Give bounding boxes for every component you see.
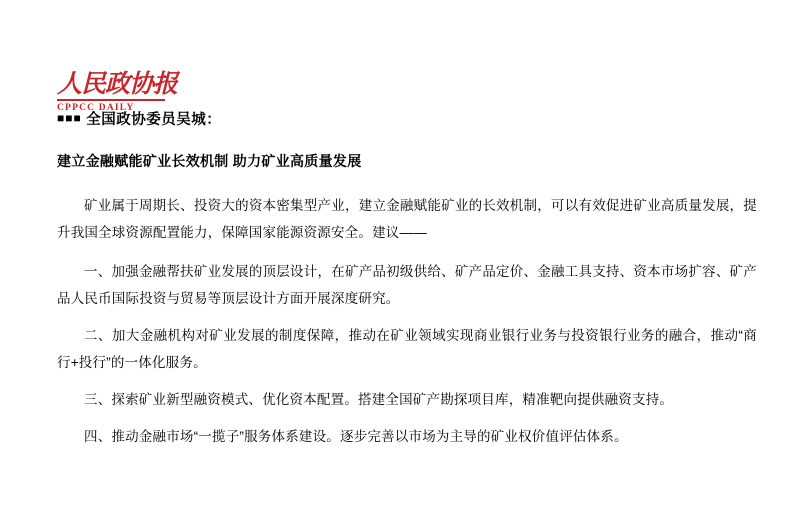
article-byline [57,110,757,132]
bullet-marks-icon: ■■■ [57,111,82,125]
article-paragraph: 二、加大金融机构对矿业发展的制度保障，推动在矿业领域实现商业银行业务与投资银行业务的融合，推动“商行+投行”的一体化服务。 [57,328,757,371]
article-body [57,110,757,460]
masthead-subtitle: CPPCC DAILY [57,103,135,114]
masthead-divider [57,99,165,101]
article-paragraph: 一、加强金融帮扶矿业发展的顶层设计，在矿产品初级供给、矿产品定价、金融工具支持、资本市场扩容、矿产品人民币国际投资与贸易等顶层设计方面开展深度研究。 [57,264,757,307]
article-paragraph: 三、探索矿业新型融资模式、优化资本配置。搭建全国矿产勘探项目库，精准靶向提供融资支持。 [84,392,674,408]
masthead-logo-text: 人民政协报 [57,71,178,98]
byline-text: 全国政协委员吴城： [86,112,222,128]
article-paragraph: 矿业属于周期长、投资大的资本密集型产业，建立金融赋能矿业的长效机制，可以有效促进矿业高质量发展，提升我国全球资源配置能力，保障国家能源资源安全。建议—— [57,198,757,241]
article-headline: 建立金融赋能矿业长效机制 助力矿业高质量发展 [57,152,362,169]
article-paragraph: 四、推动金融市场“一揽子”服务体系建设。逐步完善以市场为主导的矿业权价值评估体系。 [84,429,628,445]
newspaper-masthead [57,72,177,113]
